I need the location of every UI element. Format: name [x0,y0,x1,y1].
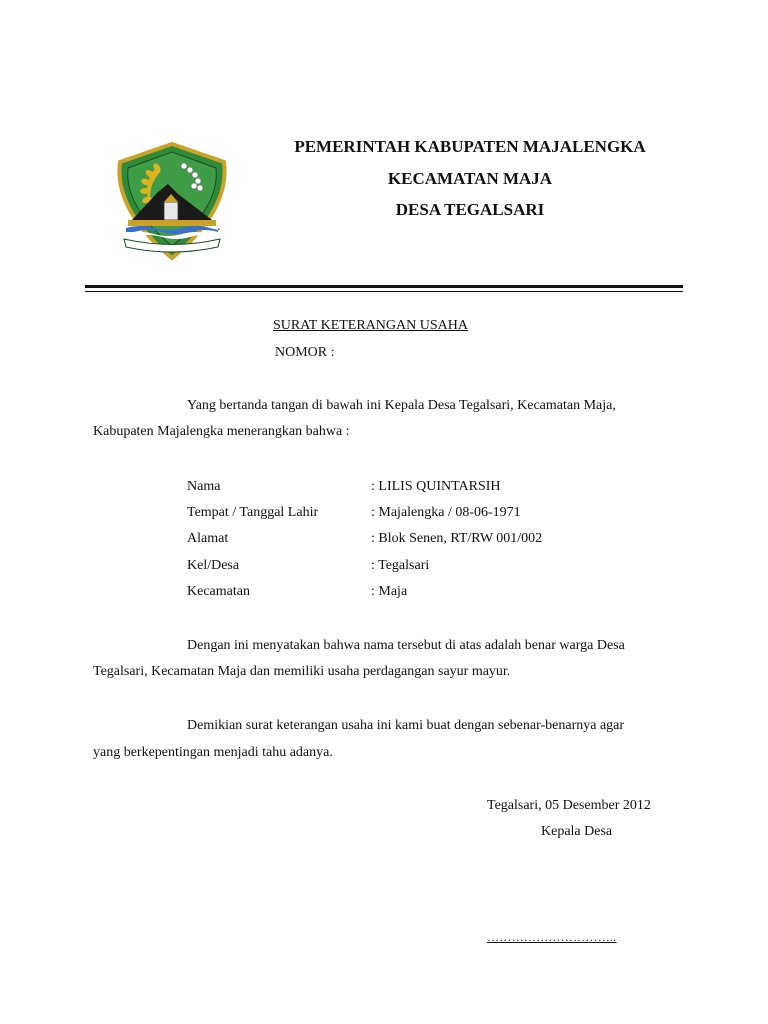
letter-title: SURAT KETERANGAN USAHA [273,318,468,333]
intro-line-1: Yang bertanda tangan di bawah ini Kepala Desa Tegalsari, Kecamatan Maja, [187,398,616,413]
header-district: KECAMATAN MAJA [387,169,553,188]
field-value-district: : Maja [371,584,408,599]
statement-line-1: Dengan ini menyatakan bahwa nama tersebut di atas adalah benar warga Desa [187,638,625,653]
regency-emblem-icon [110,140,234,264]
letterhead-divider-thick [85,285,683,288]
signature-line: ………………………….. [487,930,617,944]
header-village: DESA TEGALSARI [395,200,545,219]
field-label-village: Kel/Desa [187,558,240,573]
field-label-name: Nama [187,479,221,494]
field-value-name: : LILIS QUINTARSIH [371,479,501,494]
signer-title: Kepala Desa [541,824,613,839]
letterhead-divider-thin [85,291,683,292]
field-value-address: : Blok Senen, RT/RW 001/002 [371,531,543,546]
intro-line-2: Kabupaten Majalengka menerangkan bahwa : [93,424,350,439]
field-value-birth: : Majalengka / 08-06-1971 [371,505,521,520]
field-label-address: Alamat [187,531,229,546]
closing-line-2: yang berkepentingan menjadi tahu adanya. [93,745,333,760]
closing-line-1: Demikian surat keterangan usaha ini kami buat dengan sebenar-benarnya agar [187,718,625,733]
field-value-village: : Tegalsari [371,558,430,573]
field-label-district: Kecamatan [187,584,250,599]
place-date: Tegalsari, 05 Desember 2012 [487,798,651,813]
header-regency: PEMERINTAH KABUPATEN MAJALENGKA [294,137,646,156]
field-label-birth: Tempat / Tanggal Lahir [187,505,319,520]
statement-line-2: Tegalsari, Kecamatan Maja dan memiliki usaha perdagangan sayur mayur. [93,664,511,679]
letter-number: NOMOR : [275,345,335,360]
